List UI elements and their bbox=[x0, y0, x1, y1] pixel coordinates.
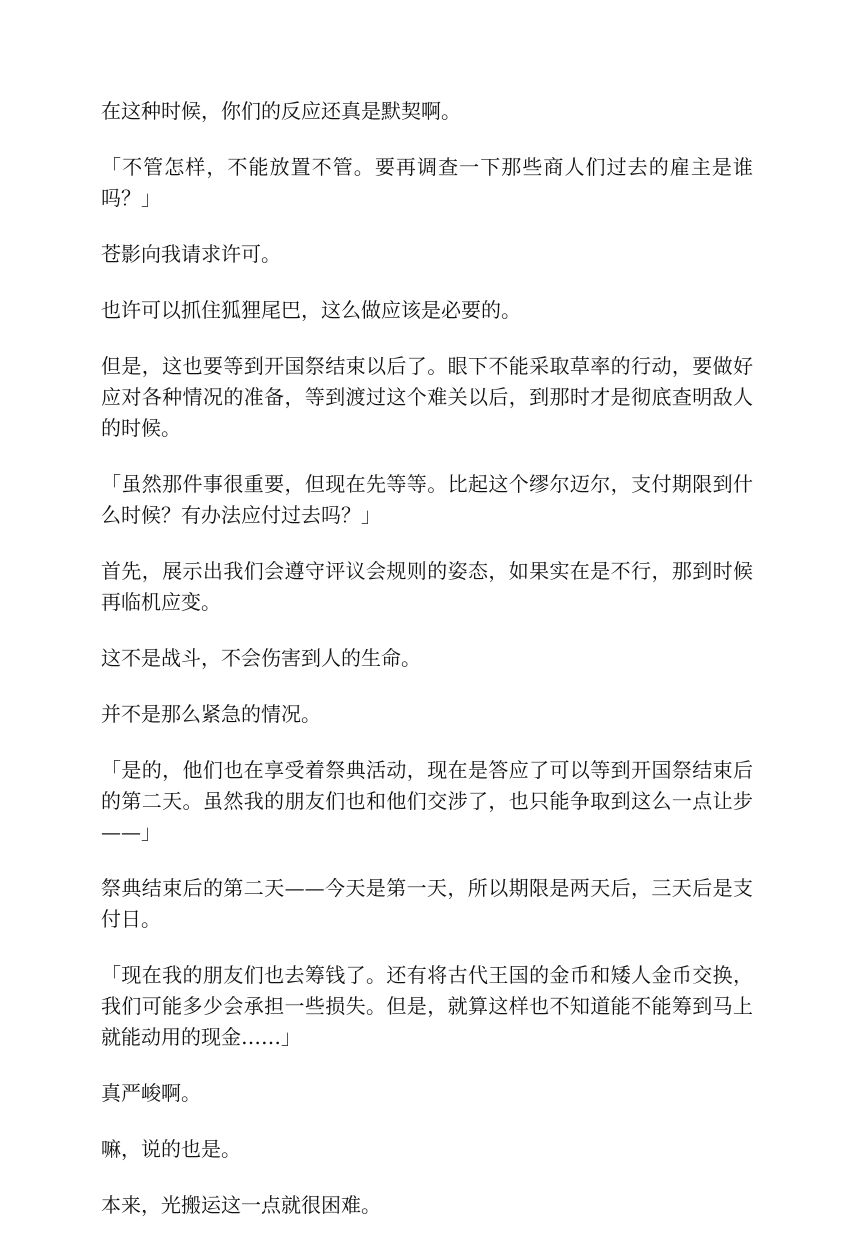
paragraph: 本来，光搬运这一点就很困难。 bbox=[101, 1193, 381, 1217]
paragraph: 「不管怎样，不能放置不管。要再调查一下那些商人们过去的雇主是谁吗？」 bbox=[101, 155, 753, 210]
paragraph: 在这种时候，你们的反应还真是默契啊。 bbox=[101, 99, 461, 123]
paragraph: 嘛，说的也是。 bbox=[101, 1137, 241, 1161]
paragraph: 祭典结束后的第二天——今天是第一天，所以期限是两天后，三天后是支付日。 bbox=[101, 876, 753, 931]
paragraph: 真严峻啊。 bbox=[101, 1081, 201, 1105]
paragraph: 「现在我的朋友们也去筹钱了。还有将古代王国的金币和矮人金币交换，我们可能多少会承担一些损失。但是，就算这样也不知道能不能筹到马上就能动用的现金……」 bbox=[101, 963, 753, 1049]
document-page bbox=[101, 96, 753, 1246]
paragraph: 这不是战斗，不会伤害到人的生命。 bbox=[101, 646, 421, 670]
paragraph: 并不是那么紧急的情况。 bbox=[101, 702, 321, 726]
paragraph: 「虽然那件事很重要，但现在先等等。比起这个缪尔迈尔，支付期限到什么时候？有办法应付过去吗？」 bbox=[101, 472, 753, 527]
paragraph: 也许可以抓住狐狸尾巴，这么做应该是必要的。 bbox=[101, 298, 521, 322]
paragraph: 苍影向我请求许可。 bbox=[101, 242, 281, 266]
paragraph: 「是的，他们也在享受着祭典活动，现在是答应了可以等到开国祭结束后的第二天。虽然我的朋友们也和他们交涉了，也只能争取到这么一点让步——」 bbox=[101, 758, 753, 844]
paragraph: 但是，这也要等到开国祭结束以后了。眼下不能采取草率的行动，要做好应对各种情况的准备，等到渡过这个难关以后，到那时才是彻底查明敌人的时候。 bbox=[101, 354, 753, 440]
paragraph: 首先，展示出我们会遵守评议会规则的姿态，如果实在是不行，那到时候再临机应变。 bbox=[101, 559, 753, 614]
